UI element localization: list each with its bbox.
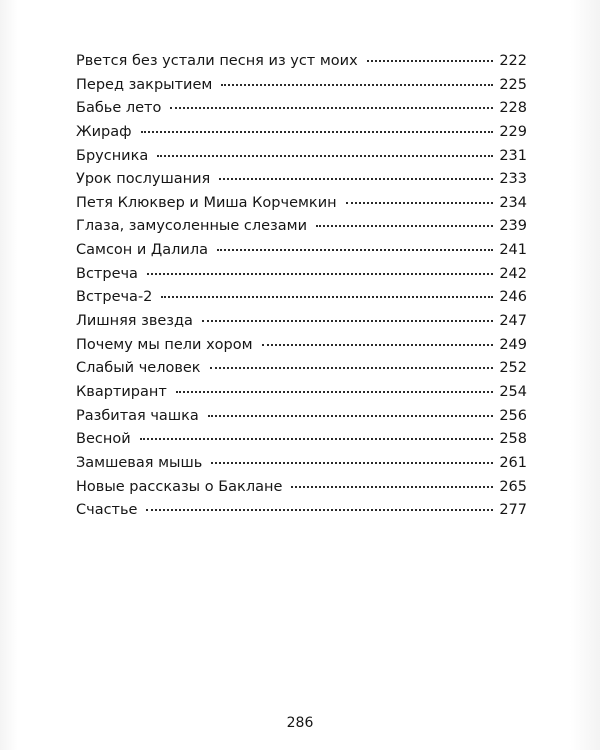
toc-entry-title: Замшевая мышь <box>76 454 203 471</box>
toc-entry <box>76 357 527 381</box>
dot-leader <box>316 225 493 227</box>
toc-entry-page: 233 <box>499 171 527 188</box>
toc-entry-title: Рвется без устали песня из уст моих <box>76 53 358 69</box>
toc-entry <box>76 145 527 169</box>
toc-entry-title: Квартирант <box>76 383 167 400</box>
dot-leader <box>221 84 493 86</box>
dot-leader <box>262 344 494 346</box>
toc-entry <box>76 168 527 192</box>
toc-entry-title: Встреча <box>76 265 138 282</box>
dot-leader <box>217 249 493 251</box>
toc-entry-title: Глаза, замусоленные слезами <box>76 218 308 235</box>
toc-entry-page: 246 <box>499 289 527 306</box>
page-number: 286 <box>286 715 314 731</box>
toc-entry-page: 242 <box>499 265 527 282</box>
toc-entry <box>76 405 527 429</box>
toc-entry <box>76 334 527 358</box>
toc-entry-page: 261 <box>499 454 527 471</box>
toc-entry-title: Урок послушания <box>76 171 211 188</box>
toc-entry-title: Слабый человек <box>76 360 201 377</box>
toc-entry-title: Лишняя звезда <box>76 313 193 330</box>
toc-entry <box>76 215 527 239</box>
toc-entry-page: 239 <box>499 218 527 235</box>
toc-entry <box>76 310 527 334</box>
toc-entry <box>76 97 527 121</box>
toc-entry <box>76 381 527 405</box>
dot-leader <box>161 296 493 298</box>
toc-entry <box>76 476 527 500</box>
toc-entry-title: Встреча-2 <box>76 289 153 306</box>
toc-entry-page: 265 <box>499 478 527 495</box>
toc-entry <box>76 452 527 476</box>
dot-leader <box>157 155 493 157</box>
toc-entry-page: 222 <box>499 53 527 69</box>
toc-entry-page: 249 <box>499 336 527 353</box>
toc-entry-page: 277 <box>499 502 527 519</box>
dot-leader <box>170 107 493 109</box>
dot-leader <box>141 131 494 133</box>
toc-entry-page: 247 <box>499 313 527 330</box>
dot-leader <box>147 273 493 275</box>
dot-leader <box>208 415 494 417</box>
toc-entry-page: 228 <box>499 100 527 117</box>
toc-entry-title: Петя Клюквер и Миша Корчемкин <box>76 194 337 211</box>
dot-leader <box>176 391 493 393</box>
toc-entry-title: Брусника <box>76 147 149 164</box>
table-of-contents <box>76 50 527 523</box>
toc-entry-title: Новые рассказы о Баклане <box>76 478 283 495</box>
toc-entry-page: 234 <box>499 194 527 211</box>
dot-leader <box>367 60 494 62</box>
toc-entry <box>76 239 527 263</box>
toc-entry-title: Весной <box>76 431 131 448</box>
toc-entry-page: 258 <box>499 431 527 448</box>
toc-entry-title: Счастье <box>76 502 138 519</box>
dot-leader <box>140 438 494 440</box>
toc-entry-page: 231 <box>499 147 527 164</box>
toc-entry <box>76 428 527 452</box>
dot-leader <box>211 462 493 464</box>
dot-leader <box>291 486 493 488</box>
toc-entry <box>76 50 527 74</box>
dot-leader <box>202 320 493 322</box>
toc-entry-page: 241 <box>499 242 527 259</box>
dot-leader <box>210 367 494 369</box>
toc-entry <box>76 263 527 287</box>
toc-entry <box>76 286 527 310</box>
toc-entry-title: Жираф <box>76 123 132 140</box>
toc-entry-title: Перед закрытием <box>76 76 213 93</box>
toc-entry-page: 254 <box>499 383 527 400</box>
toc-entry-page: 229 <box>499 123 527 140</box>
toc-entry <box>76 192 527 216</box>
toc-entry-title: Разбитая чашка <box>76 407 199 424</box>
dot-leader <box>219 178 493 180</box>
toc-entry-page: 256 <box>499 407 527 424</box>
dot-leader <box>146 509 493 511</box>
toc-entry-page: 225 <box>499 76 527 93</box>
toc-entry <box>76 499 527 523</box>
toc-entry-title: Самсон и Далила <box>76 242 208 259</box>
toc-entry-title: Почему мы пели хором <box>76 336 253 353</box>
toc-entry-title: Бабье лето <box>76 100 162 117</box>
toc-entry <box>76 74 527 98</box>
toc-entry-page: 252 <box>499 360 527 377</box>
dot-leader <box>346 202 494 204</box>
toc-entry <box>76 121 527 145</box>
